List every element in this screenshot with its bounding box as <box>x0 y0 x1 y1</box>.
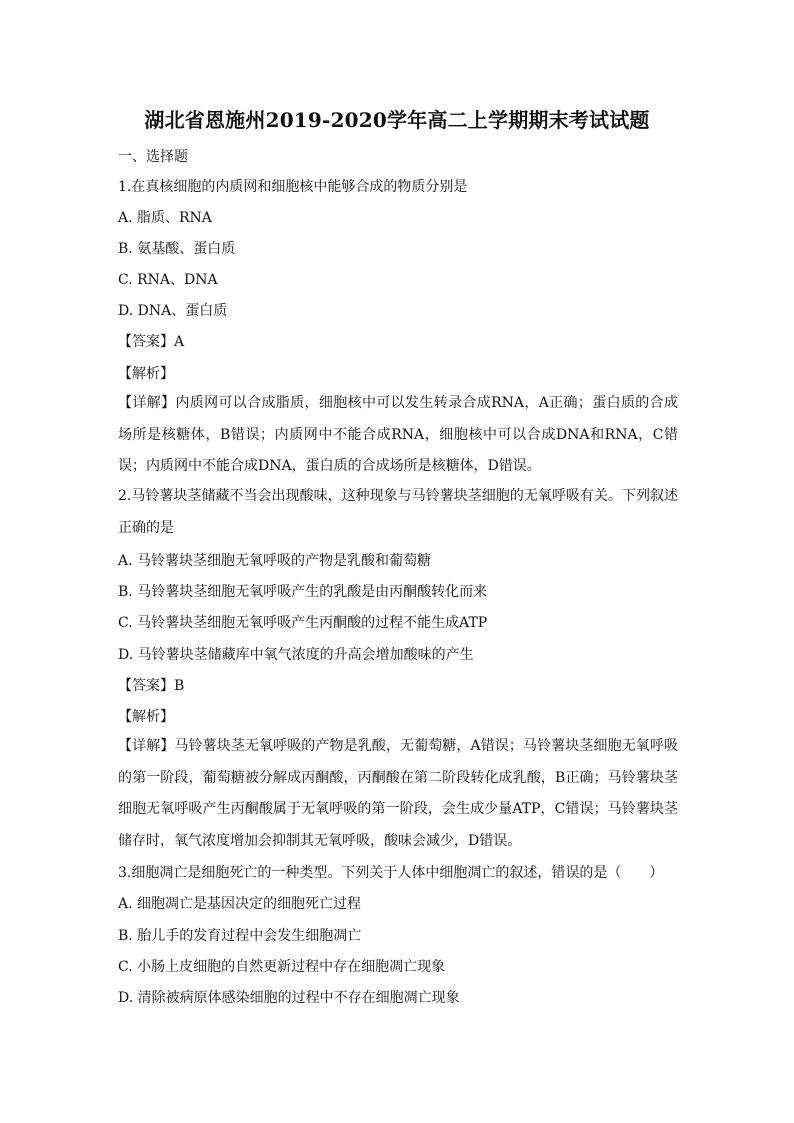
question-1-option-b: B. 氨基酸、蛋白质 <box>118 241 236 257</box>
question-1-detail: 【详解】内质网可以合成脂质，细胞核中可以发生转录合成RNA，A正确；蛋白质的合成场所是核糖体，B错误；内质网中不能合成RNA，细胞核中可以合成DNA和RNA，C错误；内质网中不能合成DNA，蛋白质的合成场所是核糖体，D错误。 <box>118 395 678 474</box>
question-3-option-b: B. 胎儿手的发育过程中会发生细胞凋亡 <box>118 928 362 944</box>
question-3-option-d: D. 清除被病原体感染细胞的过程中不存在细胞凋亡现象 <box>118 990 460 1006</box>
question-2-stem: 2.马铃薯块茎储藏不当会出现酸味，这种现象与马铃薯块茎细胞的无氧呼吸有关。下列叙述正确的是 <box>118 488 678 536</box>
question-3-stem: 3.细胞凋亡是细胞死亡的一种类型。下列关于人体中细胞凋亡的叙述，错误的是（ ） <box>118 865 664 881</box>
question-1-option-a: A. 脂质、RNA <box>118 210 212 226</box>
section-heading: 一、选择题 <box>118 149 188 165</box>
question-2-option-d: D. 马铃薯块茎储藏库中氧气浓度的升高会增加酸味的产生 <box>118 647 474 663</box>
question-1-option-c: C. RNA、DNA <box>118 272 218 288</box>
question-1-answer: 【答案】A <box>118 334 185 350</box>
question-2-option-a: A. 马铃薯块茎细胞无氧呼吸的产物是乳酸和葡萄糖 <box>118 553 432 569</box>
question-3-option-c: C. 小肠上皮细胞的自然更新过程中存在细胞凋亡现象 <box>118 959 446 975</box>
question-2-option-b: B. 马铃薯块茎细胞无氧呼吸产生的乳酸是由丙酮酸转化而来 <box>118 584 488 600</box>
question-1-stem: 1.在真核细胞的内质网和细胞核中能够合成的物质分别是 <box>118 179 468 195</box>
document-title: 湖北省恩施州2019-2020学年高二上学期期末考试试题 <box>144 108 650 132</box>
question-3-option-a: A. 细胞凋亡是基因决定的细胞死亡过程 <box>118 896 362 912</box>
question-2-detail: 【详解】马铃薯块茎无氧呼吸的产物是乳酸，无葡萄糖，A错误；马铃薯块茎细胞无氧呼吸的第一阶段，葡萄糖被分解成丙酮酸，丙酮酸在第二阶段转化成乳酸，B正确；马铃薯块茎细胞无氧呼吸产生丙酮酸属于无氧呼吸的第一阶段，会生成少量ATP，C错误；马铃薯块茎储存时，氧气浓度增加会抑制其无氧呼吸，酸味会减少，D错误。 <box>118 738 678 849</box>
question-2-option-c: C. 马铃薯块茎细胞无氧呼吸产生丙酮酸的过程不能生成ATP <box>118 615 488 631</box>
question-1-analysis-label: 【解析】 <box>118 366 174 382</box>
question-2-answer: 【答案】B <box>118 678 185 694</box>
question-1-option-d: D. DNA、蛋白质 <box>118 303 228 319</box>
question-2-analysis-label: 【解析】 <box>118 709 174 725</box>
